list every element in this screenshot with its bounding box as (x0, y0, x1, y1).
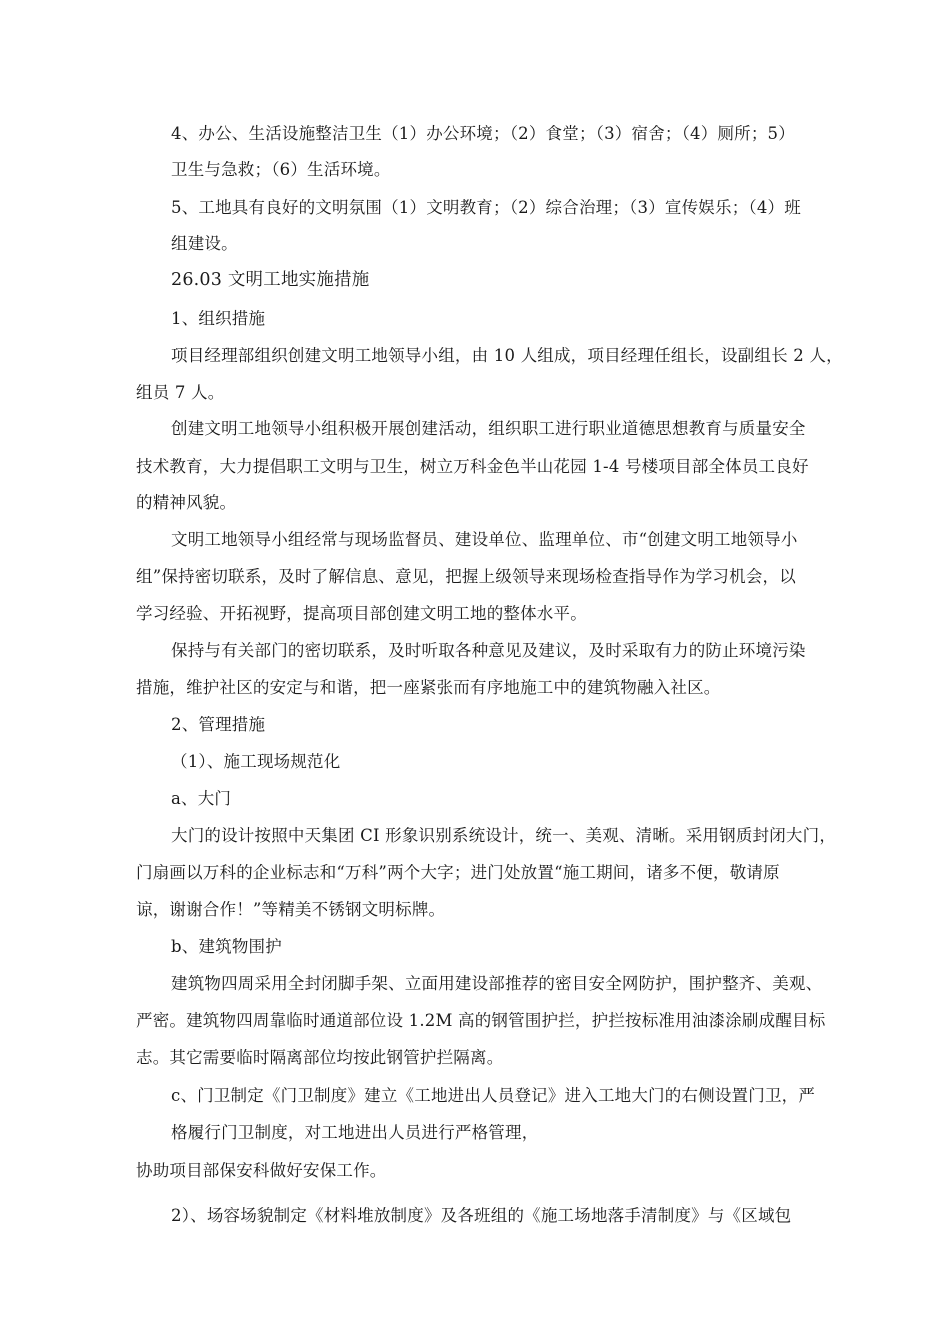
text-line: 格履行门卫制度，对工地进出人员进行严格管理， (171, 1123, 539, 1142)
subsection-heading: （1）、施工现场规范化 (171, 752, 341, 771)
text-line: 措施，维护社区的安定与和谐，把一座紧张而有序地施工中的建筑物融入社区。 (136, 678, 721, 697)
text-line: 门扇画以万科的企业标志和“万科”两个大字；进门处放置“施工期间，诸多不便，敬请原 (136, 863, 780, 882)
text-line: 建筑物四周采用全封闭脚手架、立面用建设部推荐的密目安全网防护，围护整齐、美观、 (171, 974, 823, 993)
text-line: 卫生与急救；（6）生活环境。 (171, 160, 391, 179)
text-line: 保持与有关部门的密切联系，及时听取各种意见及建议，及时采取有力的防止环境污染 (171, 641, 806, 660)
text-line: 的精神风貌。 (136, 493, 237, 512)
text-line: 4、办公、生活设施整洁卫生（1）办公环境；（2）食堂；（3）宿舍；（4）厕所；5） (171, 124, 795, 143)
text-line: 组员 7 人。 (136, 383, 225, 402)
subsection-heading: 2、管理措施 (171, 715, 266, 734)
text-line: 严密。建筑物四周靠临时通道部位设 1.2M 高的钢管围护拦，护拦按标准用油漆涂刷成醒目标 (136, 1011, 826, 1030)
text-line: 5、工地具有良好的文明氛围（1）文明教育；（2）综合治理；（3）宣传娱乐；（4）班 (171, 198, 801, 217)
text-line: 组”保持密切联系，及时了解信息、意见，把握上级领导来现场检查指导作为学习机会，以 (136, 567, 796, 586)
subsection-heading: a、大门 (171, 789, 232, 808)
subsection-heading: 2）、场容场貌制定《材料堆放制度》及各班组的《施工场地落手清制度》与《区域包 (171, 1206, 792, 1225)
text-line: 谅，谢谢合作！”等精美不锈钢文明标牌。 (136, 900, 446, 919)
subsection-heading: 1、组织措施 (171, 309, 266, 328)
text-line: 大门的设计按照中天集团 CI 形象识别系统设计，统一、美观、清晰。采用钢质封闭大门， (171, 826, 837, 845)
text-line: 项目经理部组织创建文明工地领导小组，由 10 人组成，项目经理任组长，设副组长 2 人， (171, 346, 843, 365)
text-line: 组建设。 (171, 234, 238, 253)
text-line: 技术教育，大力提倡职工文明与卫生，树立万科金色半山花园 1-4 号楼项目部全体员工良好 (136, 457, 809, 476)
text-line: c、门卫制定《门卫制度》建立《工地进出人员登记》进入工地大门的右侧设置门卫，严 (171, 1086, 816, 1105)
text-line: 文明工地领导小组经常与现场监督员、建设单位、监理单位、市“创建文明工地领导小 (171, 530, 798, 549)
text-line: 志。其它需要临时隔离部位均按此钢管护拦隔离。 (136, 1048, 504, 1067)
text-line: 协助项目部保安科做好安保工作。 (136, 1161, 387, 1180)
text-line: 学习经验、开拓视野，提高项目部创建文明工地的整体水平。 (136, 604, 587, 623)
section-heading: 26.03 文明工地实施措施 (171, 270, 370, 290)
text-line: 创建文明工地领导小组积极开展创建活动，组织职工进行职业道德思想教育与质量安全 (171, 419, 806, 438)
subsection-heading: b、建筑物围护 (171, 937, 282, 956)
